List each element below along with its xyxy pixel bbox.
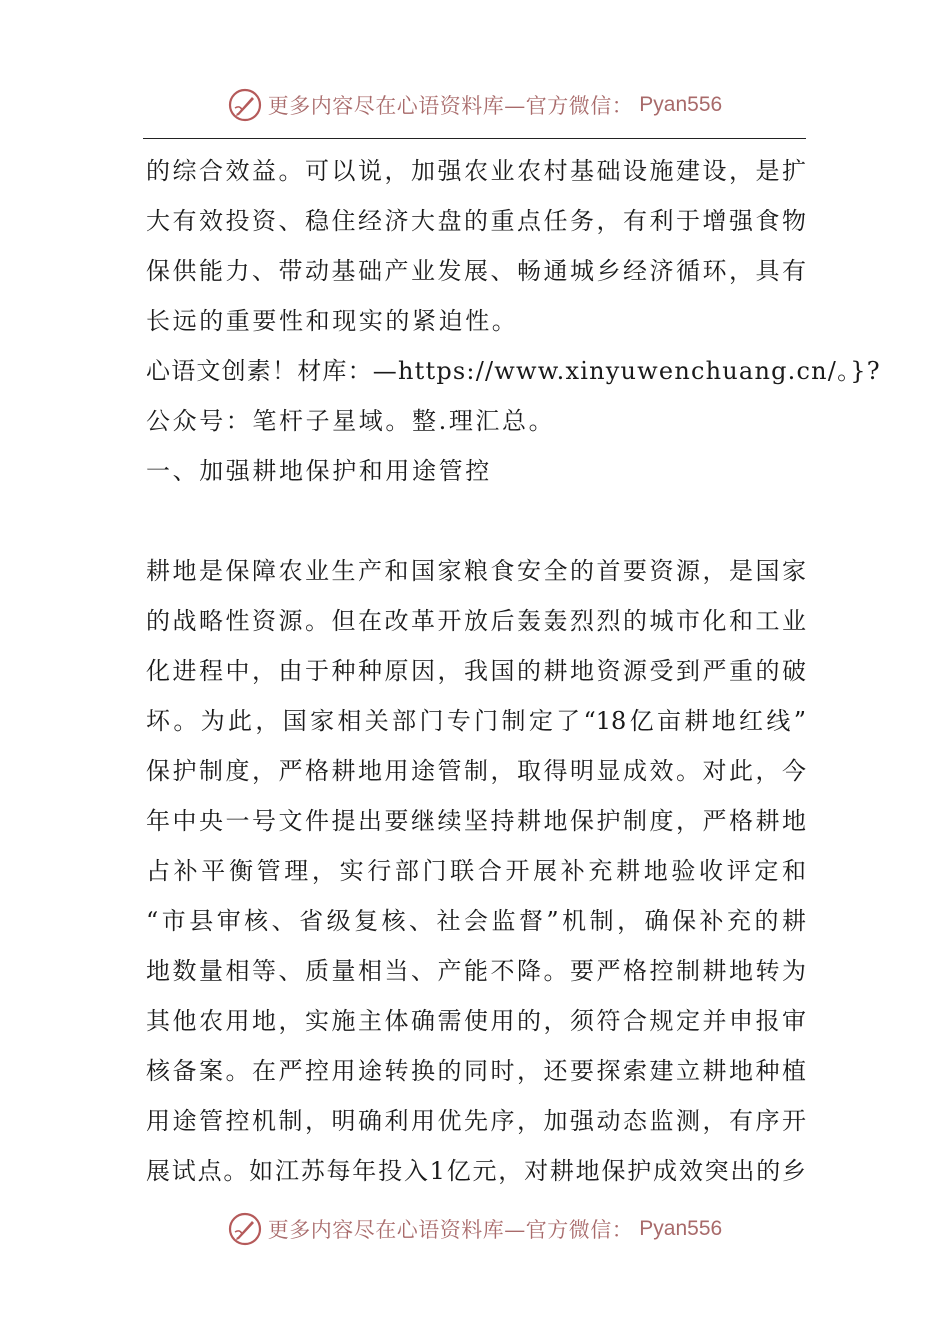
text-line: 坏。为此，国家相关部门专门制定了“18亿亩耕地红线” bbox=[146, 707, 806, 735]
footer-wechat-id: Pyan556 bbox=[639, 1217, 723, 1240]
text-line: 核备案。在严控用途转换的同时，还要探索建立耕地种植 bbox=[146, 1057, 806, 1085]
footer-banner-text: 更多内容尽在心语资料库—官方微信： bbox=[267, 1218, 634, 1242]
header-wechat-id: Pyan556 bbox=[639, 93, 723, 116]
text-line: 展试点。如江苏每年投入1亿元，对耕地保护成效突出的乡 bbox=[146, 1157, 806, 1185]
text-line: 的战略性资源。但在改革开放后轰轰烈烈的城市化和工业 bbox=[146, 607, 806, 635]
text-line: 保供能力、带动基础产业发展、畅通城乡经济循环，具有 bbox=[146, 257, 806, 285]
blank-line bbox=[146, 496, 806, 546]
text-line: 地数量相等、质量相当、产能不降。要严格控制耕地转为 bbox=[146, 957, 806, 985]
page-footer bbox=[0, 1208, 950, 1250]
notice-line: 心语文创素！材库：—https://www.xinyuwenchuang.cn/。}? bbox=[146, 357, 881, 385]
paragraph-2 bbox=[146, 546, 806, 1196]
header-banner-text: 更多内容尽在心语资料库—官方微信： bbox=[267, 94, 634, 118]
text-line: 化进程中，由于种种原因，我国的耕地资源受到严重的破 bbox=[146, 657, 806, 685]
text-line: 大有效投资、稳住经济大盘的重点任务，有利于增强食物 bbox=[146, 207, 806, 235]
text-line: “市县审核、省级复核、社会监督”机制，确保补充的耕 bbox=[146, 907, 806, 935]
text-line: 用途管控机制，明确利用优先序，加强动态监测，有序开 bbox=[146, 1107, 806, 1135]
section-heading: 一、加强耕地保护和用途管控 bbox=[146, 457, 492, 485]
quill-logo-icon bbox=[228, 88, 262, 122]
document-body bbox=[146, 146, 881, 1196]
text-line: 占补平衡管理，实行部门联合开展补充耕地验收评定和 bbox=[146, 857, 806, 885]
text-line: 年中央一号文件提出要继续坚持耕地保护制度，严格耕地 bbox=[146, 807, 806, 835]
text-line: 耕地是保障农业生产和国家粮食安全的首要资源，是国家 bbox=[146, 557, 806, 585]
notice-line: 公众号：笔杆子星域。整.理汇总。 bbox=[146, 407, 556, 435]
text-line: 长远的重要性和现实的紧迫性。 bbox=[146, 307, 519, 335]
text-line: 其他农用地，实施主体确需使用的，须符合规定并申报审 bbox=[146, 1007, 806, 1035]
text-line: 的综合效益。可以说，加强农业农村基础设施建设，是扩 bbox=[146, 157, 806, 185]
header-divider bbox=[143, 138, 806, 139]
page-header bbox=[0, 84, 950, 126]
text-line: 保护制度，严格耕地用途管制，取得明显成效。对此，今 bbox=[146, 757, 806, 785]
quill-logo-icon bbox=[228, 1212, 262, 1246]
paragraph-1 bbox=[146, 146, 806, 346]
